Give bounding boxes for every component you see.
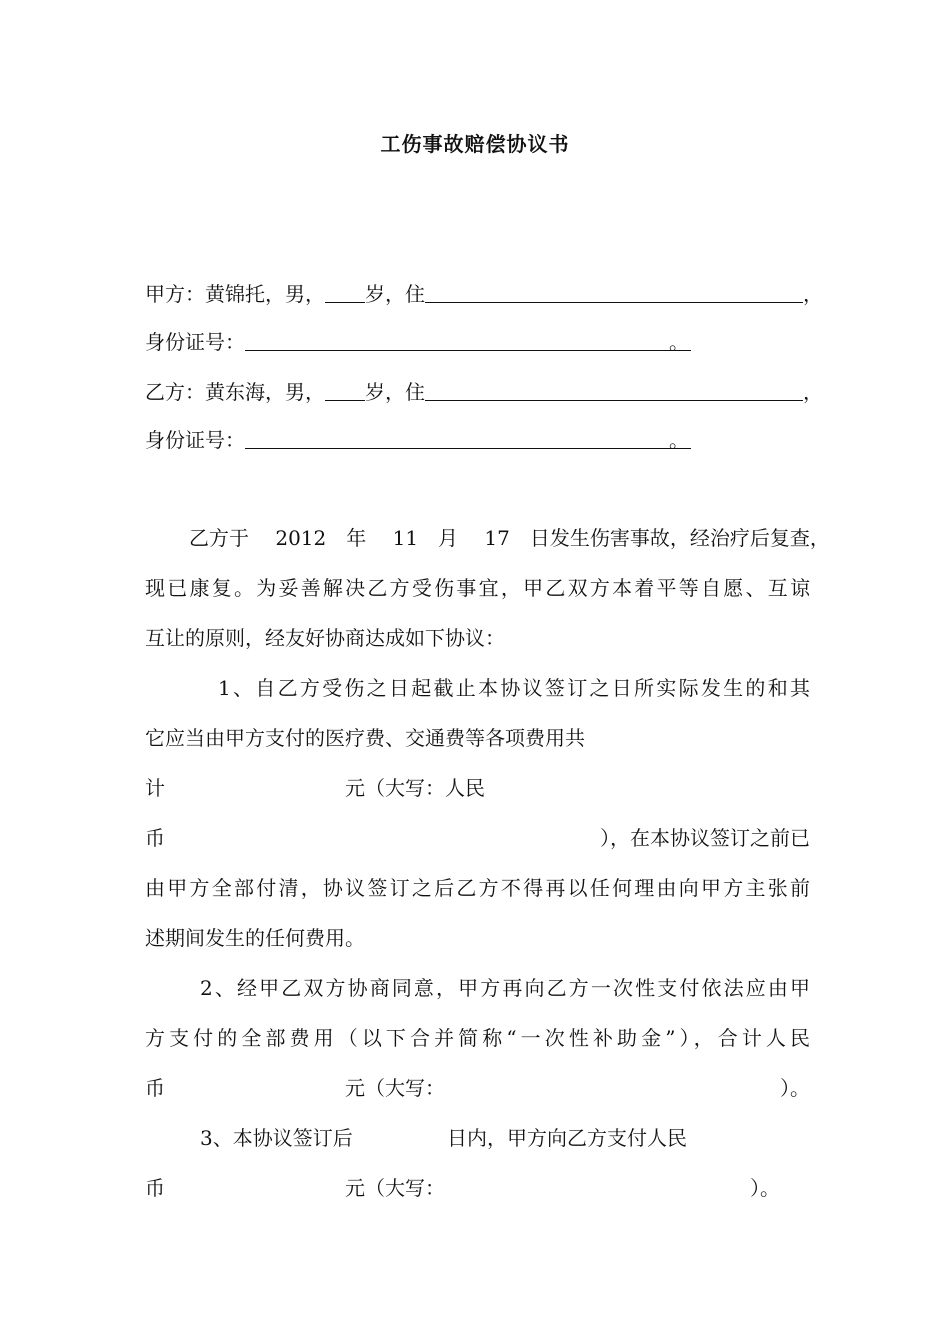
party-a-id-label: 身份证号： (145, 330, 245, 354)
intro-line-1: 乙方于 2012 年 11 月 17 日发生伤害事故，经治疗后复查， (189, 526, 830, 550)
document-title: 工伤事故赔偿协议书 (380, 132, 570, 156)
party-b-age-blank (325, 378, 365, 401)
party-b-name: 黄东海 (205, 380, 265, 404)
party-a-gender: ，男， (265, 282, 325, 306)
party-a-line (145, 278, 823, 308)
party-b-age-unit: 岁，住 (365, 380, 425, 404)
party-a-id-blank (245, 328, 691, 351)
party-b-address-blank (425, 378, 803, 401)
party-b-prefix: 乙方： (145, 380, 205, 404)
clause1-amount-label: 元（大写：人民 (345, 776, 485, 800)
clause3-close-paren: ）。 (750, 1176, 780, 1200)
party-a-age-unit: 岁，住 (365, 282, 425, 306)
clause2-amount-label: 元（大写： (345, 1076, 445, 1100)
clause1-paid-text: ），在本协议签订之前已 (600, 826, 810, 850)
party-b-gender: ，男， (265, 380, 325, 404)
party-a-age-blank (325, 280, 365, 303)
party-a-line-end: ， (803, 282, 823, 306)
party-b-id-blank (245, 426, 691, 449)
clause2-close-paren: ）。 (780, 1076, 810, 1100)
clause3-amount-label: 元（大写： (345, 1176, 445, 1200)
clause1-line-5: 由甲方全部付清，协议签订之后乙方不得再以任何理由向甲方主张前 (145, 876, 810, 900)
clause2-currency-label: 币 (145, 1076, 165, 1100)
party-a-address-blank (425, 280, 803, 303)
intro-line-3: 互让的原则，经友好协商达成如下协议： (145, 626, 505, 650)
clause3-currency-label: 币 (145, 1176, 165, 1200)
party-b-id-line (145, 424, 810, 454)
party-b-id-end: 。 (669, 428, 689, 452)
party-a-name: 黄锦托 (205, 282, 265, 306)
party-a-prefix: 甲方： (145, 282, 205, 306)
clause3-days-label: 3、本协议签订后 (200, 1126, 353, 1150)
clause3-payment-text: 日内，甲方向乙方支付人民 (447, 1126, 687, 1150)
clause1-line-1: 1、自乙方受伤之日起截止本协议签订之日所实际发生的和其 (218, 676, 810, 700)
clause1-currency-label: 币 (145, 826, 165, 850)
clause1-line-6: 述期间发生的任何费用。 (145, 926, 365, 950)
intro-line-2: 现已康复。为妥善解决乙方受伤事宜，甲乙双方本着平等自愿、互谅 (145, 576, 810, 600)
clause1-line-2: 它应当由甲方支付的医疗费、交通费等各项费用共 (145, 726, 585, 750)
clause2-line-2: 方支付的全部费用（以下合并简称“一次性补助金”），合计人民 (145, 1026, 810, 1050)
party-a-id-end: 。 (669, 330, 689, 354)
party-a-id-line (145, 326, 810, 356)
clause2-line-1: 2、经甲乙双方协商同意，甲方再向乙方一次性支付依法应由甲 (200, 976, 810, 1000)
party-b-line (145, 376, 823, 406)
party-b-id-label: 身份证号： (145, 428, 245, 452)
clause1-total-label: 计 (145, 776, 165, 800)
party-b-line-end: ， (803, 380, 823, 404)
